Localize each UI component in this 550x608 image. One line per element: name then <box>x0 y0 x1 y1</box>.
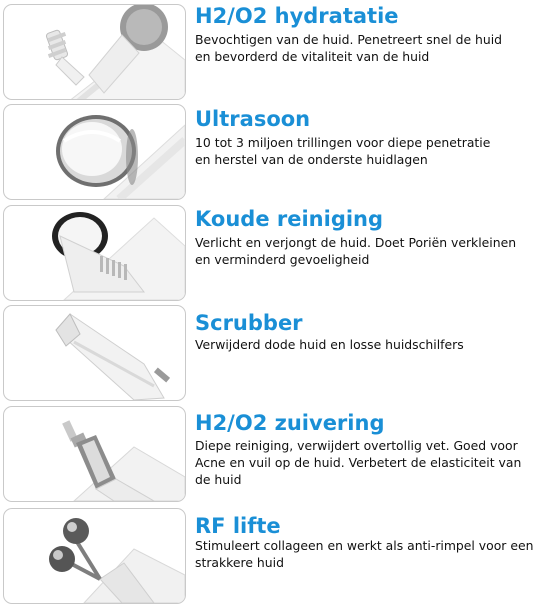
feature-description-line: en herstel van de onderste huidlagen <box>195 152 428 167</box>
feature-title: Scrubber <box>195 311 303 335</box>
feature-description-line: Diepe reiniging, verwijdert overtollig vet. Goed voor <box>195 438 518 453</box>
feature-title: RF lifte <box>195 514 281 538</box>
roller-balls-icon <box>4 509 185 603</box>
feature-row-cold-cleansing <box>0 205 550 305</box>
cold-cleansing-thumbnail <box>3 205 186 301</box>
feature-description-line: Acne en vuil op de huid. Verbetert de elasticiteit van <box>195 455 522 470</box>
feature-description-line: de huid <box>195 472 242 487</box>
ultrasound-head-icon <box>4 105 185 199</box>
rf-lift-thumbnail <box>3 508 186 604</box>
ultrasound-thumbnail <box>3 104 186 200</box>
feature-row-purification <box>0 406 550 506</box>
hydration-thumbnail <box>3 4 186 100</box>
vacuum-nozzle-icon <box>4 407 185 501</box>
feature-description-line: Bevochtigen van de huid. Penetreert snel de huid <box>195 32 503 47</box>
scrubber-spatula-icon <box>4 306 185 400</box>
feature-description-line: Stimuleert collageen en werkt als anti-rimpel voor een <box>195 538 534 553</box>
feature-description-line: Verwijderd dode huid en losse huidschilfers <box>195 337 464 352</box>
purification-thumbnail <box>3 406 186 502</box>
scrubber-thumbnail <box>3 305 186 401</box>
feature-title: Ultrasoon <box>195 107 311 131</box>
feature-row-scrubber <box>0 305 550 405</box>
feature-row-rf-lift <box>0 508 550 608</box>
cold-head-icon <box>4 206 185 300</box>
feature-description-line: en verminderd gevoeligheid <box>195 252 370 267</box>
feature-title: H2/O2 zuivering <box>195 411 385 435</box>
feature-description-line: en bevorderd de vitaliteit van de huid <box>195 49 430 64</box>
feature-description-line: strakkere huid <box>195 555 284 570</box>
feature-row-hydration <box>0 4 550 104</box>
feature-title: H2/O2 hydratatie <box>195 4 399 28</box>
feature-description-line: 10 tot 3 miljoen trillingen voor diepe penetratie <box>195 135 491 150</box>
feature-row-ultrasound <box>0 104 550 204</box>
feature-title: Koude reiniging <box>195 207 384 231</box>
feature-description-line: Verlicht en verjongt de huid. Doet Poriën verkleinen <box>195 235 517 250</box>
hydration-nozzle-icon <box>4 5 185 99</box>
